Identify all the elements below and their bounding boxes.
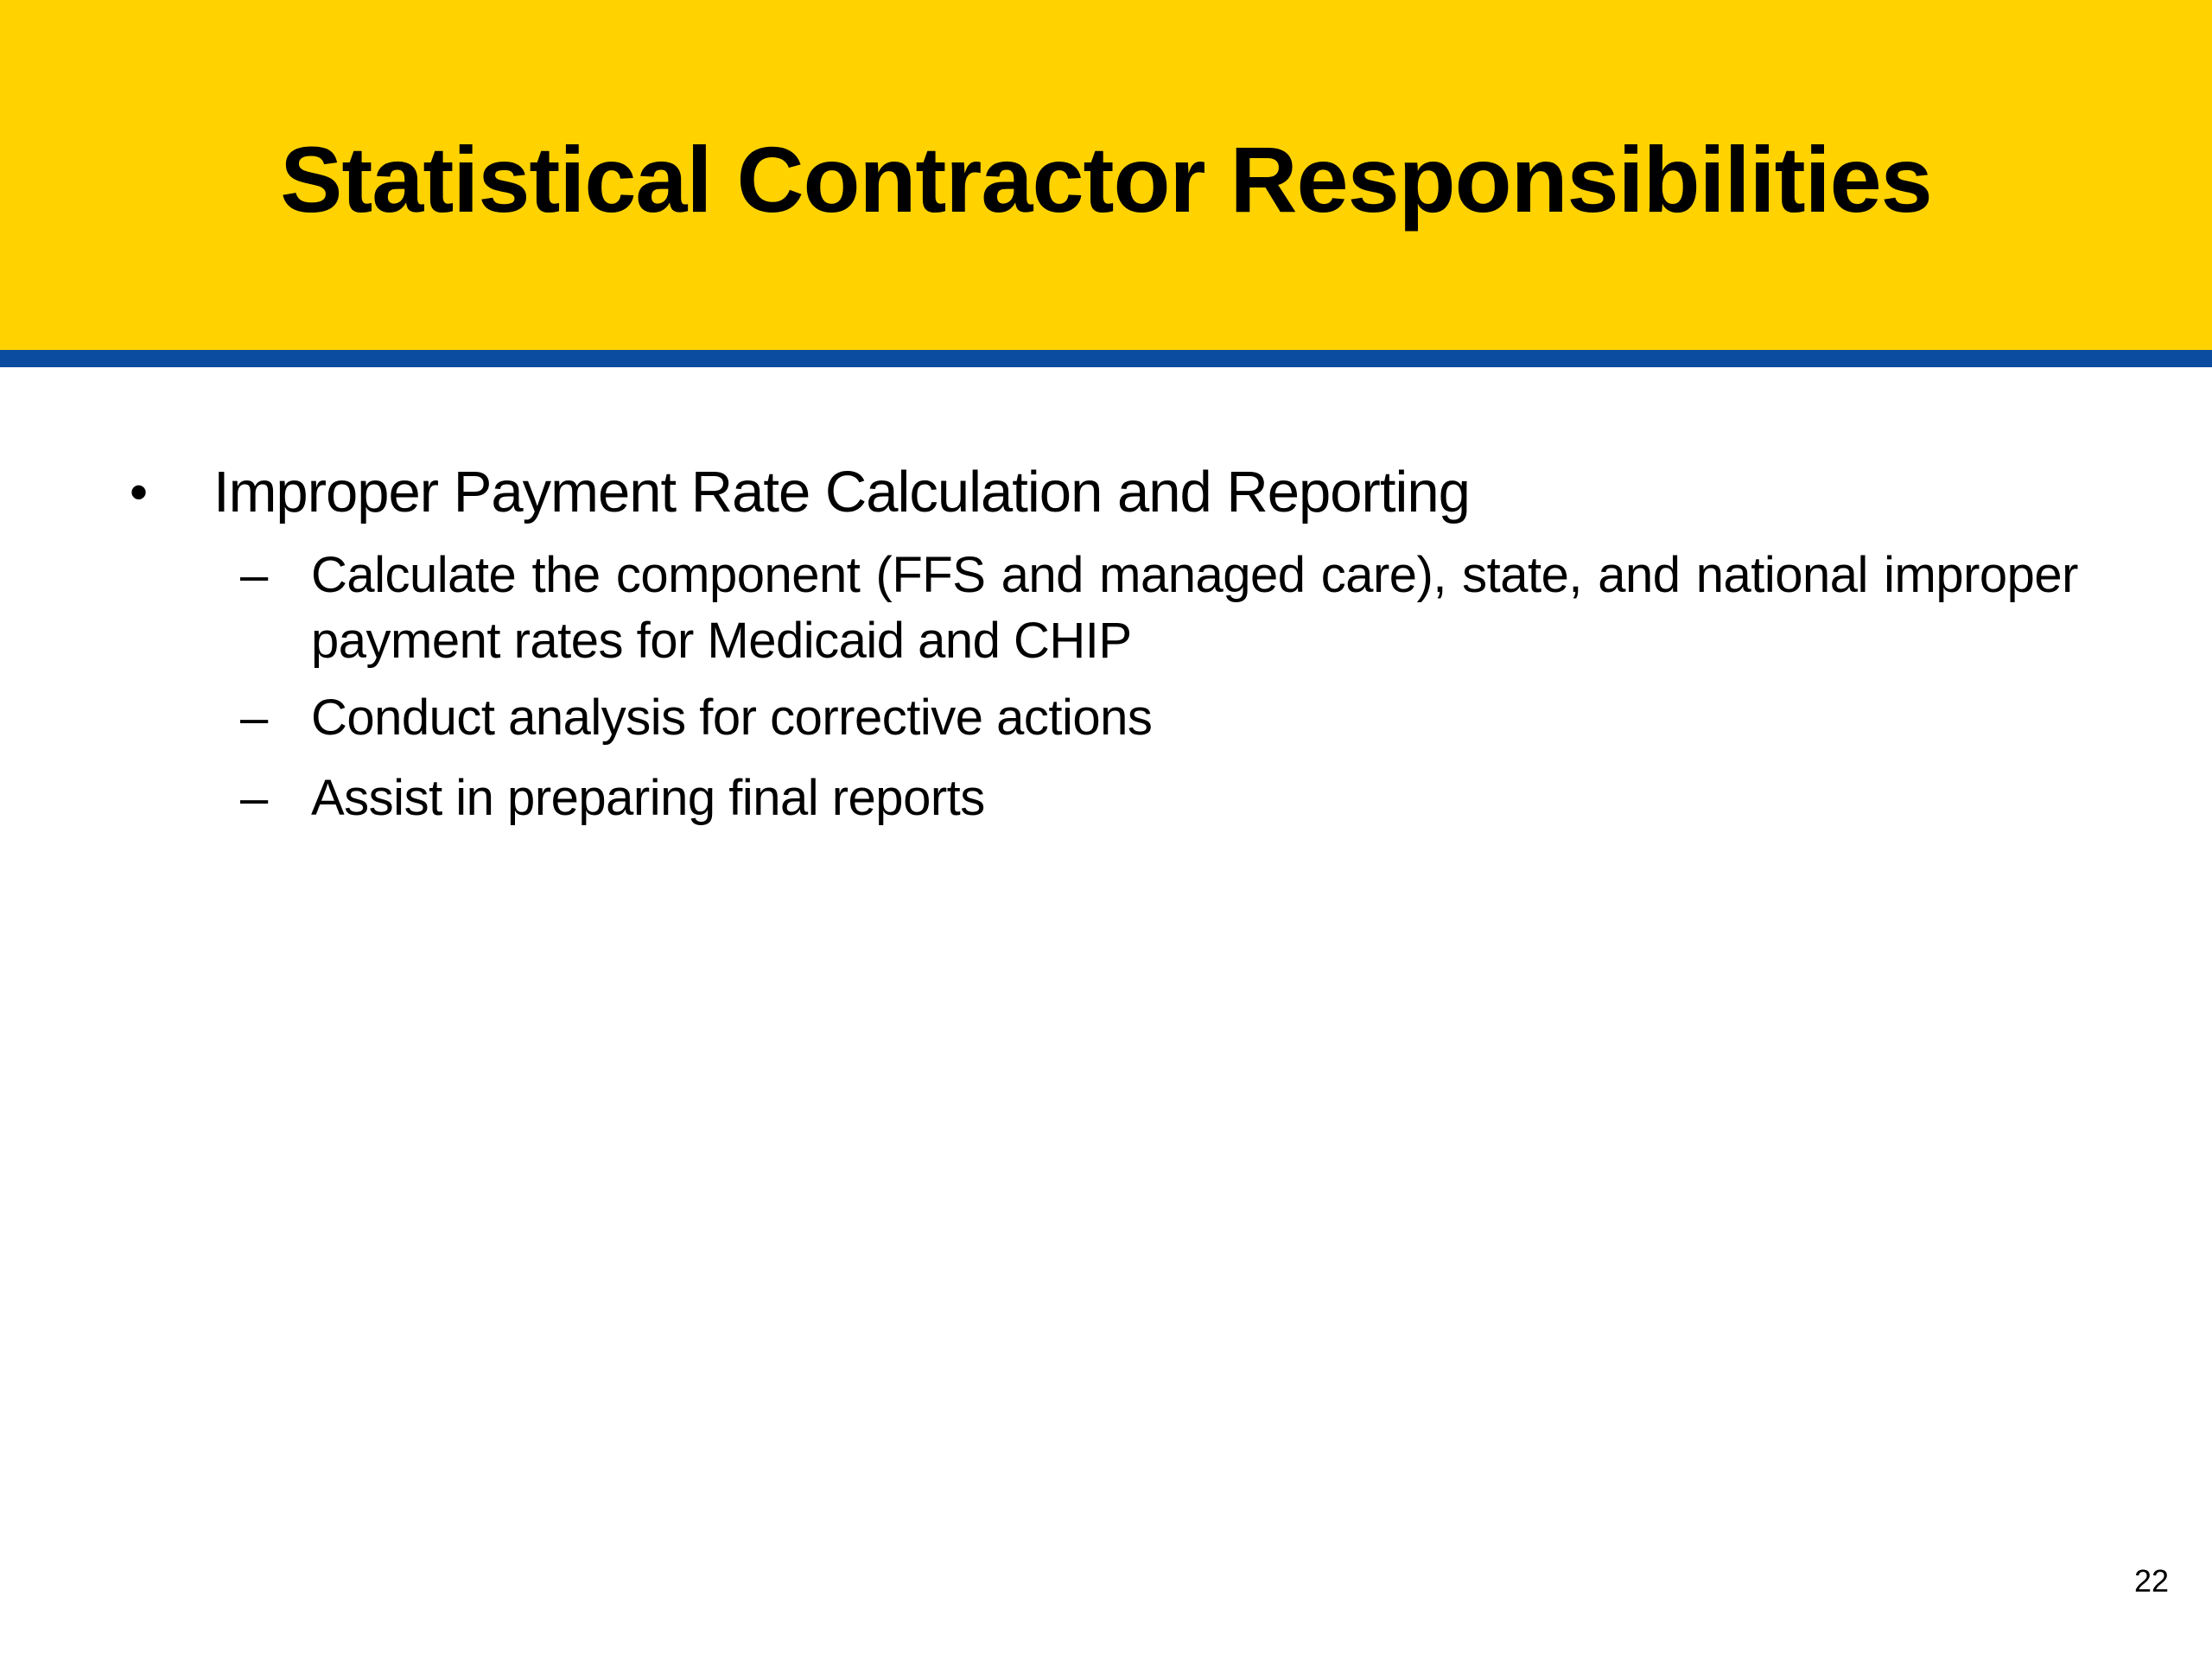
page-number: 22 <box>2133 1563 2169 1599</box>
header-divider <box>0 350 2212 367</box>
sub-bullet-marker: – <box>240 770 269 826</box>
sub-bullet-text: Calculate the component (FFS and managed care), state, and national improper payment rates for Medicaid and CHIP <box>311 547 2078 669</box>
title-banner <box>0 0 2212 350</box>
bullet-marker: • <box>130 463 149 521</box>
sub-bullet-text: Conduct analysis for corrective actions <box>311 690 1153 746</box>
sub-bullet-marker: – <box>240 690 269 746</box>
slide-title: Statistical Contractor Responsibilities <box>280 127 1932 232</box>
bullet-text: Improper Payment Rate Calculation and Reporting <box>213 460 1470 524</box>
sub-bullet-text: Assist in preparing final reports <box>311 770 985 826</box>
sub-bullet-marker: – <box>240 547 269 603</box>
